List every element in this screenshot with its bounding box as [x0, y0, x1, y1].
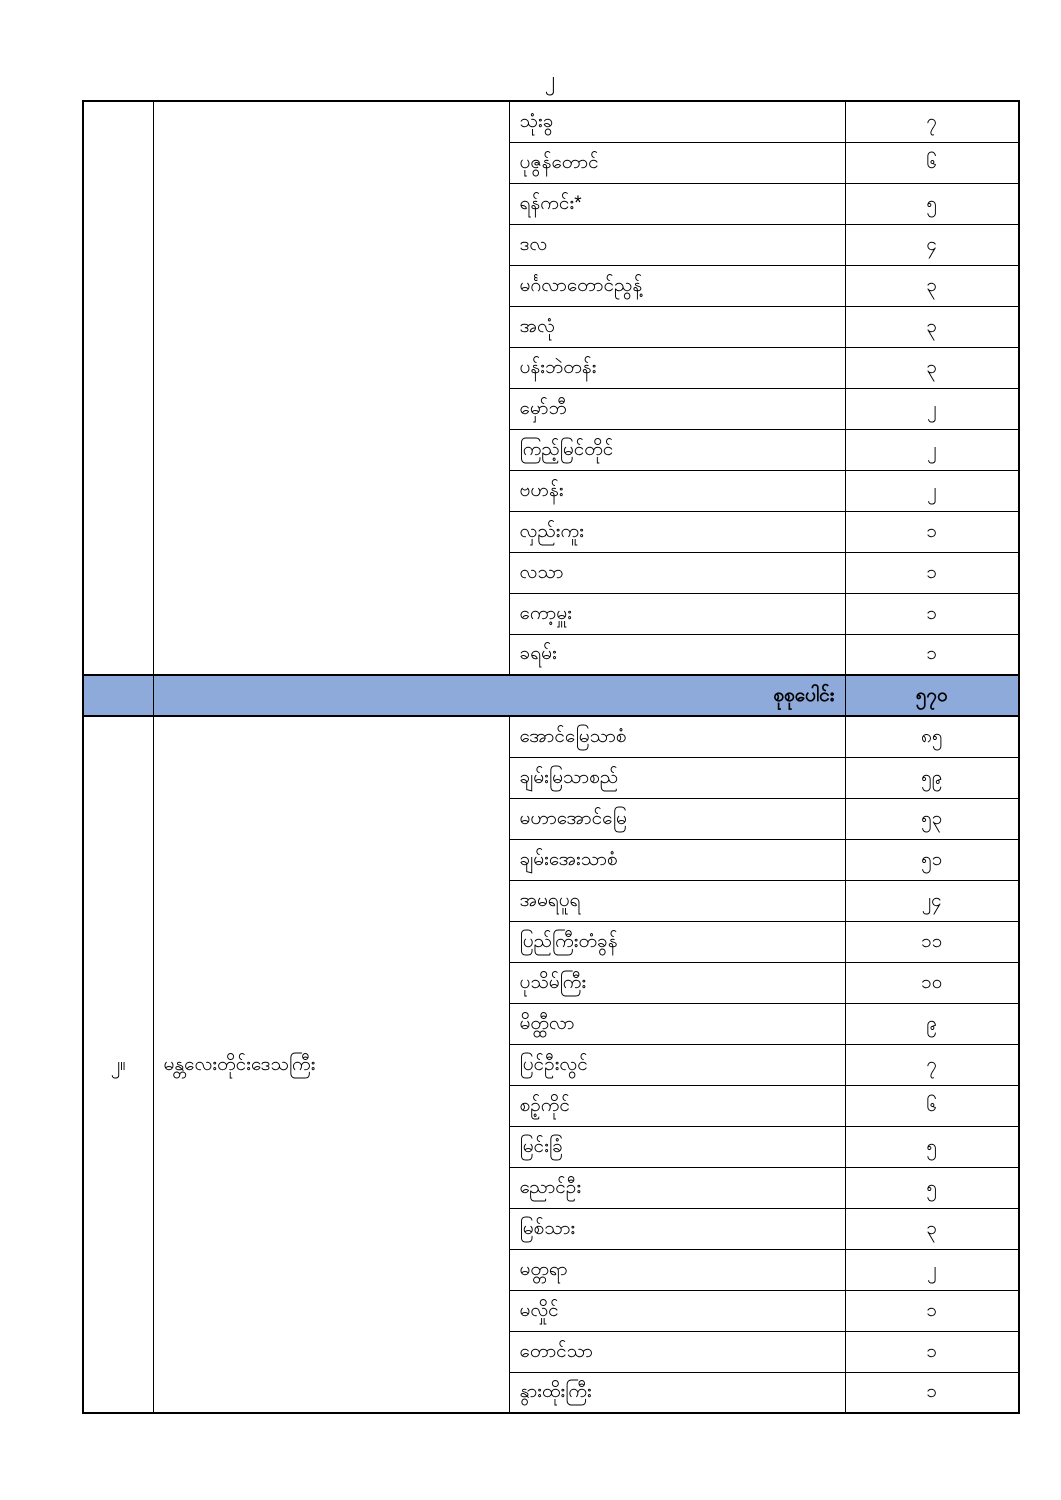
page-number: ၂ — [544, 68, 556, 91]
region-cell: မန္တလေးတိုင်းဒေသကြီး — [153, 716, 509, 1413]
township-cell: လှည်းကူး — [509, 511, 845, 552]
count-cell: ၁၁ — [845, 921, 1019, 962]
township-cell: ရန်ကင်း* — [509, 183, 845, 224]
township-cell: ခရမ်း — [509, 634, 845, 675]
count-cell: ၂ — [845, 1249, 1019, 1290]
count-cell: ၃ — [845, 306, 1019, 347]
count-cell: ၅၁ — [845, 839, 1019, 880]
township-table — [82, 100, 1020, 1414]
count-cell: ၇ — [845, 101, 1019, 142]
township-cell: ပြည်ကြီးတံခွန် — [509, 921, 845, 962]
township-cell: ပုဇွန်တောင် — [509, 142, 845, 183]
count-cell: ၁ — [845, 1372, 1019, 1413]
count-cell: ၆ — [845, 142, 1019, 183]
count-cell: ၅၉ — [845, 757, 1019, 798]
count-cell: ၂ — [845, 388, 1019, 429]
serial-cell: ၂။ — [83, 716, 153, 1413]
count-cell: ၅၃ — [845, 798, 1019, 839]
township-cell: စဉ့်ကိုင် — [509, 1085, 845, 1126]
total-empty-cell — [83, 675, 153, 716]
count-cell: ၉ — [845, 1003, 1019, 1044]
township-cell: လသာ — [509, 552, 845, 593]
region-cell — [153, 101, 509, 675]
township-cell: ကော့မှူး — [509, 593, 845, 634]
count-cell: ၂ — [845, 470, 1019, 511]
count-cell: ၃ — [845, 347, 1019, 388]
count-cell: ၁ — [845, 1290, 1019, 1331]
count-cell: ၂၄ — [845, 880, 1019, 921]
township-cell: ပုသိမ်ကြီး — [509, 962, 845, 1003]
table-row — [83, 101, 1019, 142]
count-cell: ၅ — [845, 183, 1019, 224]
total-label-cell: စုစုပေါင်း — [153, 675, 845, 716]
township-cell: ညောင်ဦး — [509, 1167, 845, 1208]
township-cell: မြင်းခြံ — [509, 1126, 845, 1167]
count-cell: ၃ — [845, 265, 1019, 306]
count-cell: ၂ — [845, 429, 1019, 470]
count-cell: ၈၅ — [845, 716, 1019, 757]
township-cell: နွားထိုးကြီး — [509, 1372, 845, 1413]
township-cell: ပြင်ဦးလွင် — [509, 1044, 845, 1085]
township-cell: မြစ်သား — [509, 1208, 845, 1249]
township-cell: ပန်းဘဲတန်း — [509, 347, 845, 388]
count-cell: ၅ — [845, 1167, 1019, 1208]
count-cell: ၁ — [845, 1331, 1019, 1372]
count-cell: ၅ — [845, 1126, 1019, 1167]
township-cell: ဗဟန်း — [509, 470, 845, 511]
count-cell: ၁ — [845, 511, 1019, 552]
count-cell: ၄ — [845, 224, 1019, 265]
count-cell: ၁ — [845, 634, 1019, 675]
table-row — [83, 716, 1019, 757]
serial-cell — [83, 101, 153, 675]
township-cell: မဟာအောင်မြေ — [509, 798, 845, 839]
count-cell: ၁ — [845, 552, 1019, 593]
count-cell: ၁ — [845, 593, 1019, 634]
township-cell: မိတ္ထီလာ — [509, 1003, 845, 1044]
township-cell: အောင်မြေသာစံ — [509, 716, 845, 757]
township-cell: သုံးခွ — [509, 101, 845, 142]
township-cell: ကြည့်မြင်တိုင် — [509, 429, 845, 470]
township-cell: အလုံ — [509, 306, 845, 347]
total-value-cell: ၅၇၀ — [845, 675, 1019, 716]
township-cell: ချမ်းအေးသာစံ — [509, 839, 845, 880]
township-cell: မလှိုင် — [509, 1290, 845, 1331]
township-cell: တောင်သာ — [509, 1331, 845, 1372]
township-cell: မင်္ဂလာတောင်ညွန့် — [509, 265, 845, 306]
count-cell: ၁၀ — [845, 962, 1019, 1003]
township-cell: မှော်ဘီ — [509, 388, 845, 429]
township-cell: ချမ်းမြသာစည် — [509, 757, 845, 798]
total-row — [83, 675, 1019, 716]
township-cell: ဒလ — [509, 224, 845, 265]
count-cell: ၆ — [845, 1085, 1019, 1126]
township-cell: မတ္တရာ — [509, 1249, 845, 1290]
township-cell: အမရပူရ — [509, 880, 845, 921]
count-cell: ၇ — [845, 1044, 1019, 1085]
count-cell: ၃ — [845, 1208, 1019, 1249]
